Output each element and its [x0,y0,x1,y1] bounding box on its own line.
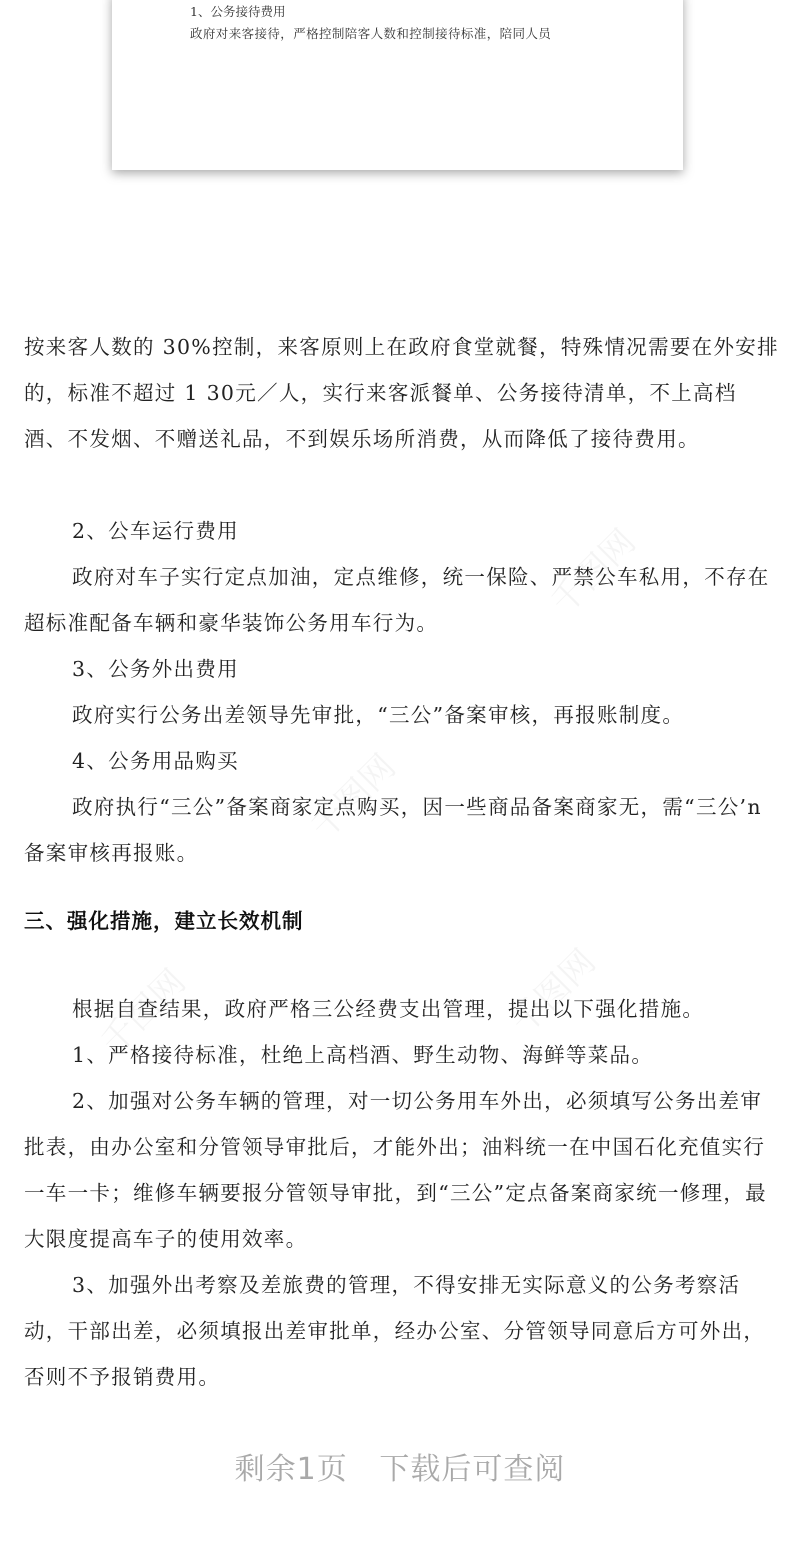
card-text-line: 政府对来客接待，严格控制陪客人数和控制接待标准，陪同人员 [190,26,552,41]
item-heading-vehicle: 2、公车运行费用 [72,519,239,543]
page-preview-card [112,0,683,170]
paragraph-vehicle: 政府对车子实行定点加油，定点维修，统一保险、严禁公车私用，不存在超标准配备车辆和豪华装饰公务用车行为。 [24,565,770,635]
paragraph-reception-detail: 按来客人数的 30%控制，来客原则上在政府食堂就餐，特殊情况需要在外安排的，标准不超过 1 30元／人，实行来客派餐单、公务接待清单，不上高档酒、不发烟、不赠送礼品，不到娱乐场所消费，从而降低了接待费用。 [24,335,779,451]
paragraph-travel: 政府实行公务出差领导先审批，“三公”备案审核，再报账制度。 [72,703,685,727]
item-heading-purchase: 4、公务用品购买 [72,749,239,773]
card-heading: 1、公务接待费用 [190,4,286,19]
section-title: 三、强化措施，建立长效机制 [24,909,304,933]
measure-1: 1、严格接待标准，杜绝上高档酒、野生动物、海鲜等菜品。 [72,1043,654,1067]
measure-3: 3、加强外出考察及差旅费的管理，不得安排无实际意义的公务考察活动，干部出差，必须填报出差审批单，经办公室、分管领导同意后方可外出，否则不予报销费用。 [24,1273,766,1389]
item-heading-travel: 3、公务外出费用 [72,657,239,681]
measure-2: 2、加强对公务车辆的管理，对一切公务用车外出，必须填写公务出差审批表，由办公室和分管领导审批后，才能外出；油料统一在中国石化充值实行一车一卡；维修车辆要报分管领导审批，到“三公”定点备案商家统一修理，最大限度提高车子的使用效率。 [24,1089,767,1251]
remaining-pages-notice[interactable]: 剩余1页 下载后可查阅 [234,1452,566,1487]
paragraph-purchase: 政府执行“三公”备案商家定点购买，因一些商品备案商家无，需“三公’n备案审核再报账。 [24,795,762,865]
paragraph-measures-intro: 根据自查结果，政府严格三公经费支出管理，提出以下强化措施。 [72,997,705,1021]
